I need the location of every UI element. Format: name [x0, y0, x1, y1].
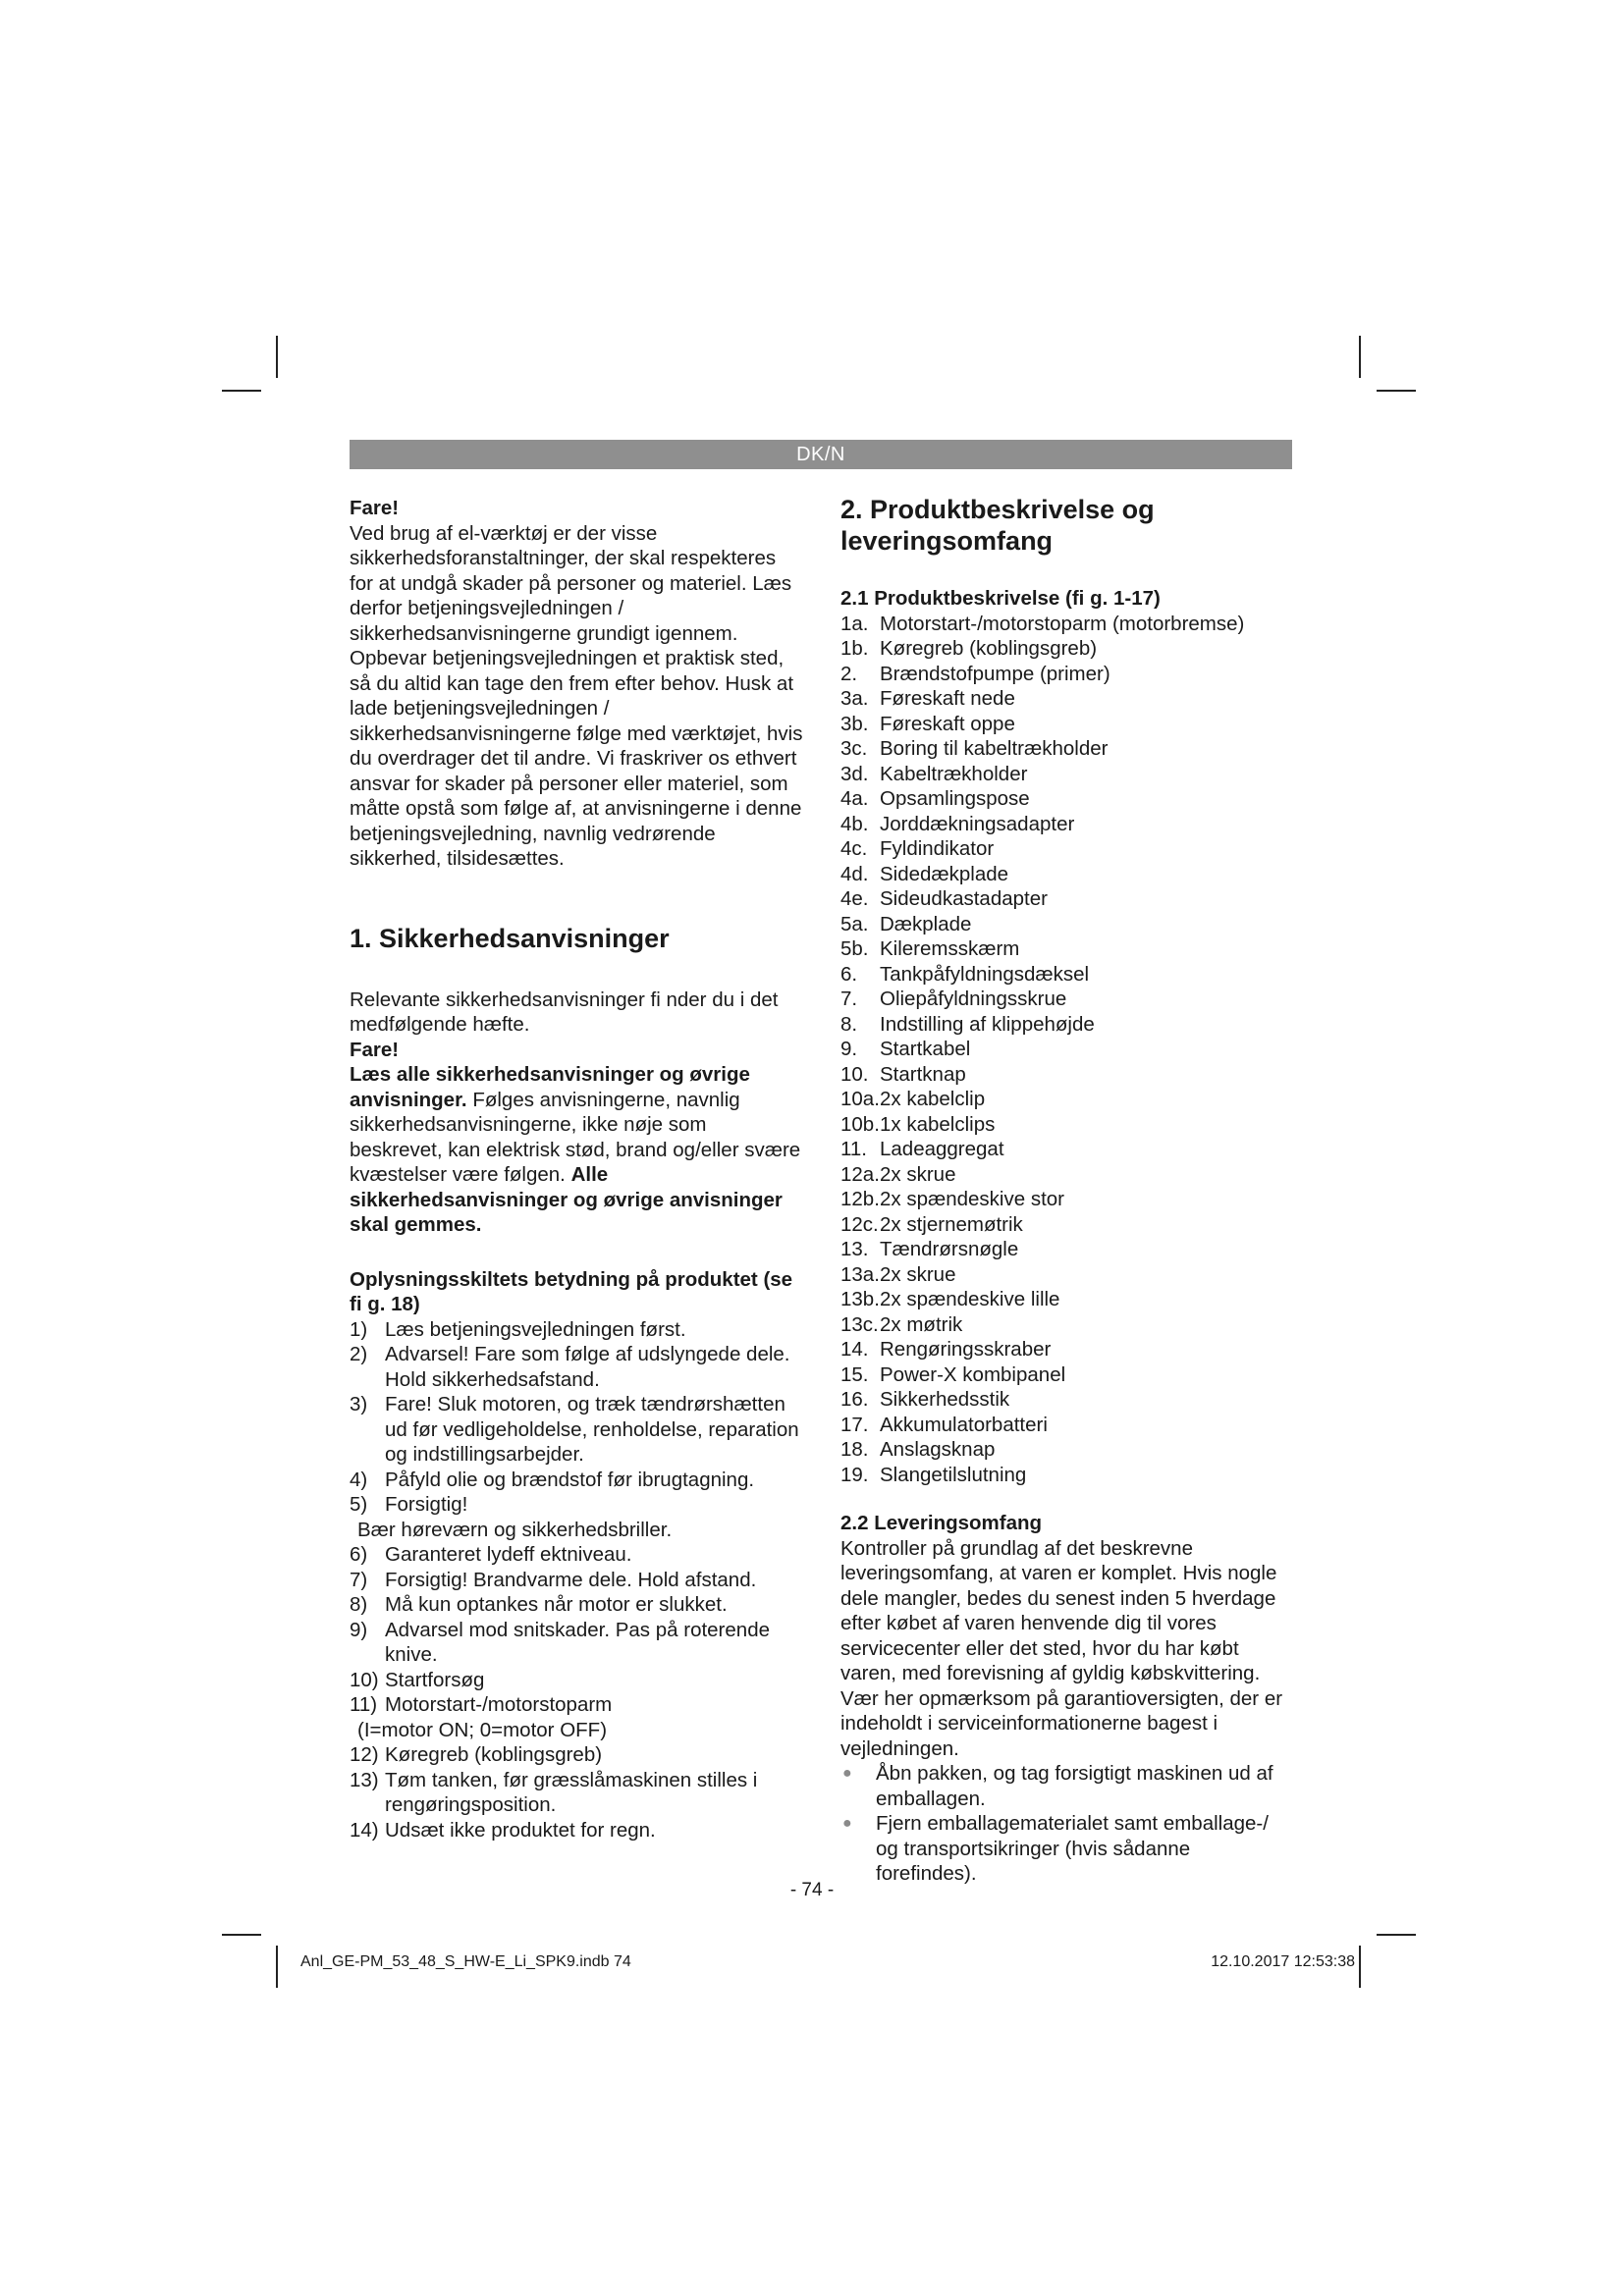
item-label: 2x skrue [880, 1162, 956, 1186]
delivery-scope-text: Kontroller på grundlag af det beskrevne leveringsomfang, at varen er komplet. Hvis nogle dele mangler, bedes du senest inden 5 hverdage efter købet af varen henvende dig til vores servicecenter eller det sted, hvor du har købt varen, med forevisning af gyldig købskvittering. Vær her opmærksom på garantioversigten, der er indeholdt i serviceinformationerne bagest i vejledningen. [840, 1536, 1283, 1760]
item-label: Tændrørsnøgle [880, 1238, 1019, 1260]
item-label: 2x stjernemøtrik [880, 1212, 1023, 1236]
item-label: Oliepåfyldningsskrue [880, 988, 1067, 1010]
list-item [840, 662, 1294, 687]
item-number: 3a. [840, 687, 869, 710]
warning-bold-tail: Alle sikkerhedsanvisninger og øvrige anvisninger skal gemmes. [350, 1163, 783, 1236]
list-item: 8) Må kun optankes når motor er slukket. [350, 1593, 728, 1616]
item-label: Opsamlingspose [880, 787, 1030, 810]
list-item [840, 1413, 1294, 1438]
list-item [840, 987, 1294, 1012]
item-label: Føreskaft nede [880, 687, 1015, 710]
item-label: Ladeaggregat [880, 1138, 1004, 1160]
list-item [840, 1212, 1294, 1238]
list-item [840, 762, 1294, 787]
item-label: Motorstart-/motorstoparm (motorbremse) [880, 612, 1245, 635]
item-number: 9. [840, 1038, 858, 1060]
item-label: Rengøringsskraber [880, 1338, 1052, 1361]
item-number: 18. [840, 1438, 869, 1461]
label-meaning-list [350, 1317, 803, 1518]
bullet-icon: ● [842, 1765, 852, 1782]
item-number: 5a. [840, 912, 869, 935]
list-item [840, 912, 1294, 937]
item-label: 2x kabelclip [880, 1088, 986, 1110]
warning-paragraph [350, 1062, 803, 1238]
list-item [840, 886, 1294, 912]
list-item: 2) Advarsel! Fare som følge af udslyngede dele. Hold sikkerhedsafstand. [350, 1343, 790, 1391]
list-item [840, 712, 1294, 737]
item-number: 14. [840, 1338, 869, 1361]
item-number: 13b. [840, 1288, 880, 1310]
warning-bold-lead: Læs alle sikkerhedsanvisninger og øvrige anvisninger. [350, 1063, 750, 1111]
item-number: 3d. [840, 762, 869, 785]
item-number: 13c. [840, 1312, 879, 1336]
item-number: 1b. [840, 637, 869, 660]
crop-mark [222, 390, 261, 392]
list-item-continuation: (I=motor ON; 0=motor OFF) [357, 1718, 608, 1741]
list-item [840, 686, 1294, 712]
list-item [840, 1287, 1294, 1312]
list-item: 7) Forsigtig! Brandvarme dele. Hold afstand. [350, 1568, 757, 1591]
item-label: Føreskaft oppe [880, 712, 1015, 735]
list-item [840, 1237, 1294, 1262]
list-item [840, 1012, 1294, 1038]
list-item [840, 962, 1294, 988]
item-number: 4b. [840, 812, 869, 835]
item-number: 7. [840, 988, 858, 1010]
item-number: 5b. [840, 937, 869, 960]
item-number: 1a. [840, 612, 869, 635]
item-number: 19. [840, 1463, 869, 1486]
list-item: 4) Påfyld olie og brændstof før ibrugtagning. [350, 1468, 755, 1491]
footer-datetime: 12.10.2017 12:53:38 [1211, 1953, 1355, 1970]
item-number: 4e. [840, 887, 869, 910]
page-number: - 74 - [789, 1880, 835, 1900]
item-number: 3b. [840, 712, 869, 735]
item-label: Startkabel [880, 1038, 971, 1060]
footer-filename: Anl_GE-PM_53_48_S_HW-E_Li_SPK9.indb 74 [300, 1953, 631, 1970]
list-item: 13) Tøm tanken, før græsslåmaskinen stilles i rengøringsposition. [350, 1768, 758, 1816]
list-item [840, 1087, 1294, 1112]
list-item [840, 636, 1294, 662]
item-number: 10b. [840, 1112, 880, 1136]
item-number: 4a. [840, 787, 869, 810]
list-item: 3) Fare! Sluk motoren, og træk tændrørshætten ud før vedligeholdelse, renholdelse, reparation og indstillingsarbejder. [350, 1393, 799, 1466]
list-item [840, 1337, 1294, 1362]
list-item [840, 862, 1294, 887]
list-item [840, 1162, 1294, 1188]
list-item: 11) Motorstart-/motorstoparm [350, 1693, 613, 1716]
danger-heading: Fare! [350, 497, 400, 519]
crop-mark [276, 1946, 278, 1988]
item-number: 10. [840, 1062, 869, 1086]
list-item: ● Fjern emballagematerialet samt emballage-/ og transportsikringer (hvis sådanne forefindes). [842, 1812, 1269, 1885]
list-item [840, 612, 1294, 637]
product-description-list [840, 612, 1294, 1488]
item-number: 3c. [840, 737, 868, 760]
list-item: 10) Startforsøg [350, 1668, 485, 1691]
list-item: 12) Køregreb (koblingsgreb) [350, 1743, 603, 1766]
item-number: 4d. [840, 862, 869, 885]
list-item [840, 936, 1294, 962]
crop-mark [276, 336, 278, 378]
subsection-2-1-heading: 2.1 Produktbeskrivelse (fi g. 1-17) [840, 587, 1161, 610]
crop-mark [1359, 336, 1361, 378]
label-meaning-heading: Oplysningsskiltets betydning på produktet (se fi g. 18) [350, 1267, 793, 1315]
list-item: ● Åbn pakken, og tag forsigtigt maskinen ud af emballagen. [842, 1762, 1273, 1810]
list-item [840, 1463, 1294, 1488]
delivery-bullet-list [840, 1761, 1294, 1887]
section-1-heading: 1. Sikkerhedsanvisninger [350, 923, 670, 953]
list-item: 14) Udsæt ikke produktet for regn. [350, 1818, 656, 1842]
item-number: 13. [840, 1238, 869, 1260]
list-item [840, 1262, 1294, 1288]
item-number: 12b. [840, 1188, 880, 1210]
item-number: 12a. [840, 1162, 880, 1186]
list-item [840, 1437, 1294, 1463]
item-label: Dækplade [880, 912, 972, 935]
item-label: Fyldindikator [880, 837, 995, 860]
item-label: Brændstofpumpe (primer) [880, 662, 1110, 685]
item-label: Anslagsknap [880, 1438, 996, 1461]
item-label: Power-X kombipanel [880, 1362, 1066, 1386]
item-number: 4c. [840, 837, 868, 860]
list-item [840, 1312, 1294, 1338]
item-label: Startknap [880, 1062, 966, 1086]
language-header-bar [350, 440, 1292, 469]
item-number: 12c. [840, 1212, 879, 1236]
list-item [840, 1037, 1294, 1062]
list-item [840, 1062, 1294, 1088]
item-number: 11. [840, 1138, 867, 1160]
item-label: Boring til kabeltrækholder [880, 737, 1109, 760]
list-item [840, 1387, 1294, 1413]
item-label: Kabeltrækholder [880, 762, 1028, 785]
list-item: 1) Læs betjeningsvejledningen først. [350, 1317, 686, 1341]
list-item [840, 1112, 1294, 1138]
item-label: Slangetilslutning [880, 1463, 1027, 1486]
item-number: 2. [840, 662, 858, 685]
list-item [840, 1137, 1294, 1162]
item-number: 6. [840, 962, 858, 986]
item-label: Sikkerhedsstik [880, 1388, 1010, 1411]
item-number: 10a. [840, 1088, 880, 1110]
item-label: Indstilling af klippehøjde [880, 1012, 1095, 1036]
label-meaning-list [350, 1742, 803, 1842]
bullet-icon: ● [842, 1815, 852, 1832]
warning-text: Følges anvisningerne, navnlig sikkerhedsanvisningerne, ikke nøje som beskrevet, kan elektrisk stød, brand og/eller svære kvæstelser være følgen. [350, 1088, 801, 1186]
item-label: 2x skrue [880, 1262, 956, 1286]
danger-heading-2: Fare! [350, 1038, 400, 1061]
item-number: 8. [840, 1012, 858, 1036]
item-number: 17. [840, 1413, 869, 1436]
item-number: 13a. [840, 1262, 880, 1286]
list-item-continuation: Bær høreværn og sikkerhedsbriller. [357, 1518, 673, 1541]
list-item [840, 736, 1294, 762]
item-label: 2x møtrik [880, 1312, 963, 1336]
list-item [840, 812, 1294, 837]
item-label: Jorddækningsadapter [880, 812, 1075, 835]
crop-mark [1377, 390, 1416, 392]
item-label: 1x kabelclips [880, 1112, 996, 1136]
crop-mark [222, 1934, 261, 1936]
item-label: Sidedækplade [880, 862, 1009, 885]
item-label: 2x spændeskive lille [880, 1288, 1060, 1310]
list-item [840, 1362, 1294, 1388]
left-column [350, 496, 803, 1842]
item-label: Tankpåfyldningsdæksel [880, 962, 1090, 986]
crop-mark [1377, 1934, 1416, 1936]
item-label: Kileremsskærm [880, 937, 1020, 960]
list-item [840, 786, 1294, 812]
item-number: 16. [840, 1388, 869, 1411]
label-meaning-list [350, 1542, 803, 1718]
crop-mark [1359, 1946, 1361, 1988]
language-code: DK/N [796, 444, 845, 465]
list-item: 9) Advarsel mod snitskader. Pas på roterende knive. [350, 1618, 770, 1666]
subsection-2-2-heading: 2.2 Leveringsomfang [840, 1512, 1043, 1534]
right-column [840, 494, 1294, 1887]
section-2-heading: 2. Produktbeskrivelse og leveringsomfang [840, 495, 1155, 556]
list-item: 5) Forsigtig! [350, 1493, 468, 1516]
item-number: 15. [840, 1362, 869, 1386]
list-item [840, 1187, 1294, 1212]
relevant-safety-text: Relevante sikkerhedsanvisninger fi nder du i det medfølgende hæfte. [350, 988, 779, 1036]
item-label: Køregreb (koblingsgreb) [880, 637, 1098, 660]
item-label: Akkumulatorbatteri [880, 1413, 1048, 1436]
item-label: Sideudkastadapter [880, 887, 1048, 910]
list-item [840, 836, 1294, 862]
list-item: 6) Garanteret lydeff ektniveau. [350, 1543, 632, 1566]
item-label: 2x spændeskive stor [880, 1188, 1065, 1210]
danger-paragraph: Ved brug af el-værktøj er der visse sikkerhedsforanstaltninger, der skal respekteres for at undgå skader på personer og materiel. Læs derfor betjeningsvejledningen / sikkerhedsanvisningerne grundigt igennem. Opbevar betjeningsvejledningen et praktisk sted, så du altid kan tage den frem efter behov. Husk at lade betjeningsvejledningen / sikkerhedsanvisningerne følge med værktøjet, hvis du overdrager det til andre. Vi fraskriver os ethvert ansvar for skader på personer eller materiel, som måtte opstå som følge af, at anvisningerne i denne betjeningsvejledning, navnlig vedrørende sikkerhed, tilsidesættes. [350, 521, 803, 870]
